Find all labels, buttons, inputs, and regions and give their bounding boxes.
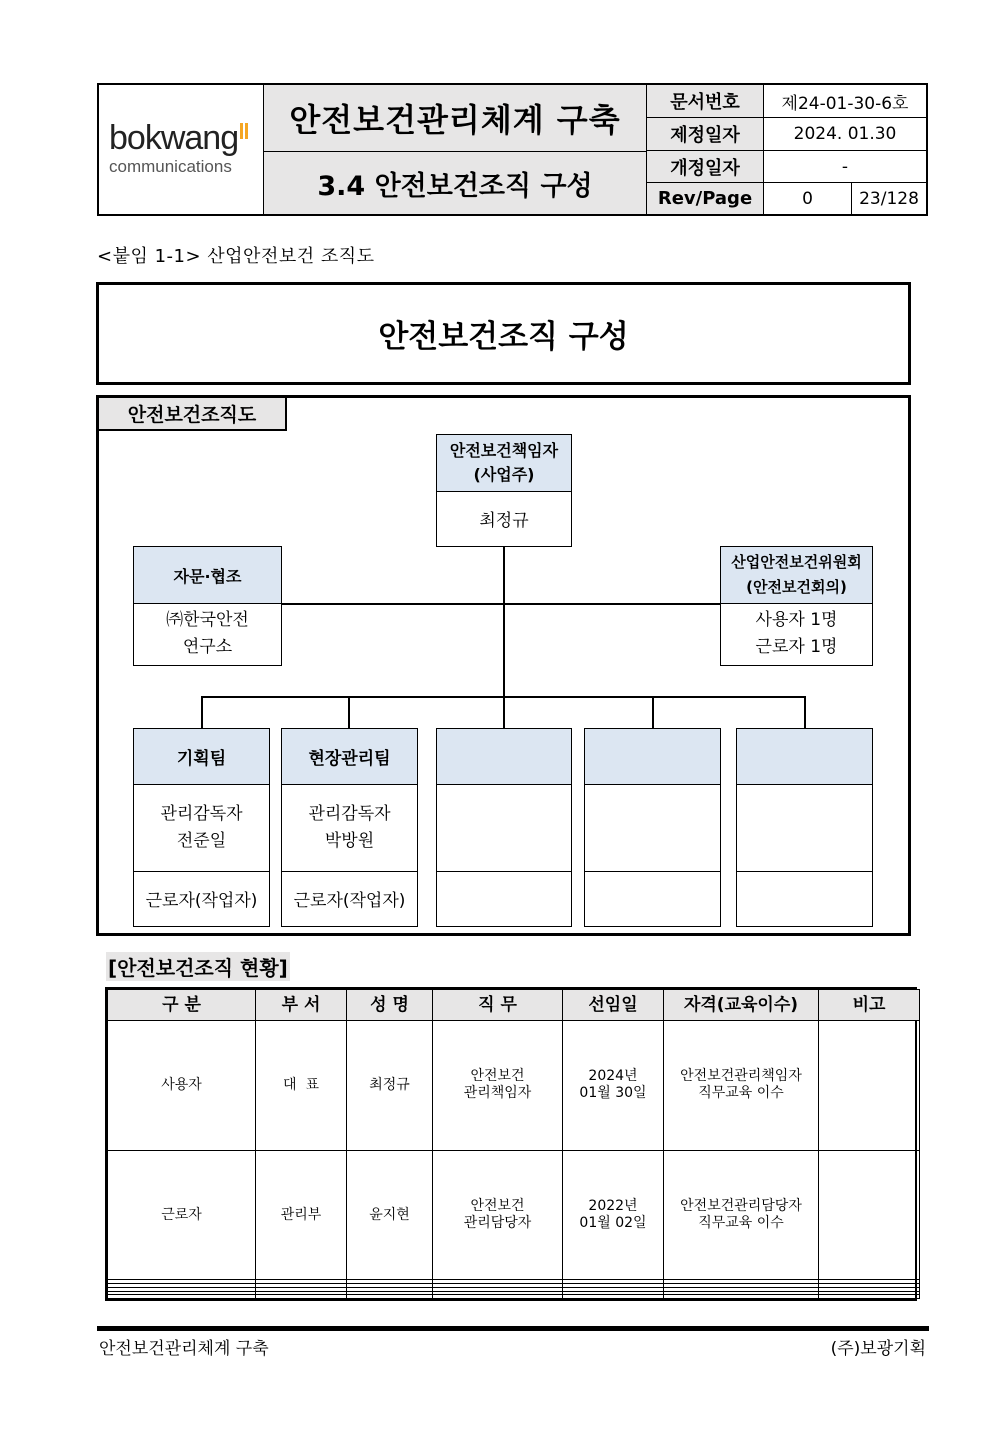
connector-team-1 <box>201 696 203 729</box>
connector-horizontal-side <box>281 603 721 605</box>
team-box-3 <box>436 728 572 927</box>
committee-title-line2: (안전보건회의) <box>746 578 847 596</box>
table-cell: 관리부 <box>256 1150 347 1280</box>
footer-rule <box>97 1326 929 1331</box>
col-header: 자격(교육이수) <box>664 990 819 1021</box>
rev-value: 0 <box>764 183 852 214</box>
team-worker: 근로자(작업자) <box>293 891 406 911</box>
col-header: 성 명 <box>347 990 433 1021</box>
team-name: 기획팀 <box>134 729 269 785</box>
team-person: 박방원 <box>324 831 375 851</box>
team-worker <box>737 872 872 925</box>
team-name: 현장관리팀 <box>282 729 417 785</box>
footer-right: (주)보광기획 <box>830 1339 926 1359</box>
advisory-body-line2: 연구소 <box>182 637 233 657</box>
table-cell <box>563 1295 664 1299</box>
table-cell: 사용자 <box>108 1021 256 1151</box>
enact-date-value: 2024. 01.30 <box>764 118 926 151</box>
team-supervisor <box>737 785 872 872</box>
status-section-title: [안전보건조직 현황] <box>106 952 290 981</box>
team-box-4 <box>584 728 721 927</box>
revision-date-value: - <box>764 151 926 183</box>
connector-team-4 <box>652 696 654 729</box>
status-table <box>105 987 917 1301</box>
connector-team-5 <box>804 696 806 729</box>
attachment-caption: <붙임 1-1> 산업안전보건 조직도 <box>97 246 375 267</box>
team-box-5 <box>736 728 873 927</box>
table-cell: 안전보건관리담당자 직무교육 이수 <box>664 1150 819 1280</box>
table-cell: 안전보건 관리담당자 <box>433 1150 563 1280</box>
logo-mark-icon <box>240 123 248 139</box>
table-cell: 2022년 01월 02일 <box>563 1150 664 1280</box>
connector-horizontal-teams <box>201 696 806 698</box>
committee-box <box>720 546 873 666</box>
page-value: 23/128 <box>859 188 919 209</box>
safety-manager-title-line2: (사업주) <box>473 465 535 484</box>
team-name <box>737 729 872 785</box>
doc-number-value: 제24-01-30-6호 <box>764 85 926 118</box>
table-cell: 2024년 01월 30일 <box>563 1021 664 1151</box>
logo-word: bokwang <box>109 119 239 157</box>
revision-date-label: 개정일자 <box>647 151 764 183</box>
team-supervisor <box>585 785 720 872</box>
col-header: 비고 <box>819 990 920 1021</box>
safety-manager-name: 최정규 <box>479 511 529 531</box>
table-cell <box>108 1295 256 1299</box>
table-cell <box>664 1295 819 1299</box>
col-header: 구 분 <box>108 990 256 1021</box>
safety-manager-title-line1: 안전보건책임자 <box>449 441 559 460</box>
company-logo <box>109 121 259 177</box>
committee-body-line2: 근로자 1명 <box>755 637 838 657</box>
table-cell: 안전보건 관리책임자 <box>433 1021 563 1151</box>
col-header: 부 서 <box>256 990 347 1021</box>
table-cell <box>433 1295 563 1299</box>
logo-subtext: communications <box>109 157 232 176</box>
table-cell <box>819 1150 920 1280</box>
table-cell: 최정규 <box>347 1021 433 1151</box>
connector-vertical-main <box>503 546 505 729</box>
team-worker: 근로자(작업자) <box>145 891 258 911</box>
connector-team-2 <box>348 696 350 729</box>
table-cell <box>819 1295 920 1299</box>
table-row <box>108 1150 920 1280</box>
table-cell: 윤지현 <box>347 1150 433 1280</box>
team-box-2 <box>281 728 418 927</box>
doc-number-label: 문서번호 <box>647 85 764 118</box>
advisory-box <box>133 546 282 666</box>
committee-body-line1: 사용자 1명 <box>755 610 838 630</box>
table-cell <box>819 1021 920 1151</box>
rev-page-label: Rev/Page <box>647 183 764 214</box>
team-role: 관리감독자 <box>160 804 243 824</box>
enact-date-label: 제정일자 <box>647 118 764 151</box>
col-header: 선임일 <box>563 990 664 1021</box>
advisory-body <box>134 604 281 664</box>
table-row <box>108 1021 920 1151</box>
header-title: 안전보건관리체계 구축 <box>264 85 647 152</box>
team-person: 전준일 <box>176 831 227 851</box>
header-subtitle: 3.4 안전보건조직 구성 <box>264 152 647 214</box>
table-cell: 안전보건관리책임자 직무교육 이수 <box>664 1021 819 1151</box>
committee-title-line1: 산업안전보건위원회 <box>731 553 862 571</box>
status-table-header <box>108 990 920 1021</box>
team-supervisor <box>282 785 417 872</box>
logo-cell <box>99 85 264 214</box>
team-name <box>437 729 571 785</box>
table-cell: 근로자 <box>108 1150 256 1280</box>
advisory-title: 자문·협조 <box>134 547 281 604</box>
team-worker <box>585 872 720 925</box>
table-row <box>108 1295 920 1299</box>
main-title: 안전보건조직 구성 <box>96 282 911 385</box>
table-cell: 대 표 <box>256 1021 347 1151</box>
team-role: 관리감독자 <box>308 804 391 824</box>
document-header <box>97 83 928 216</box>
org-chart-tab: 안전보건조직도 <box>99 398 287 431</box>
advisory-body-line1: ㈜한국안전 <box>166 610 249 630</box>
table-cell <box>256 1295 347 1299</box>
table-cell <box>347 1295 433 1299</box>
team-box-1 <box>133 728 270 927</box>
team-worker <box>437 872 571 925</box>
safety-manager-title <box>437 435 571 492</box>
team-name <box>585 729 720 785</box>
footer-left: 안전보건관리체계 구축 <box>99 1339 269 1359</box>
team-supervisor <box>437 785 571 872</box>
col-header: 직 무 <box>433 990 563 1021</box>
committee-body <box>721 604 872 664</box>
committee-title <box>721 547 872 604</box>
safety-manager-box <box>436 434 572 547</box>
team-supervisor <box>134 785 269 872</box>
